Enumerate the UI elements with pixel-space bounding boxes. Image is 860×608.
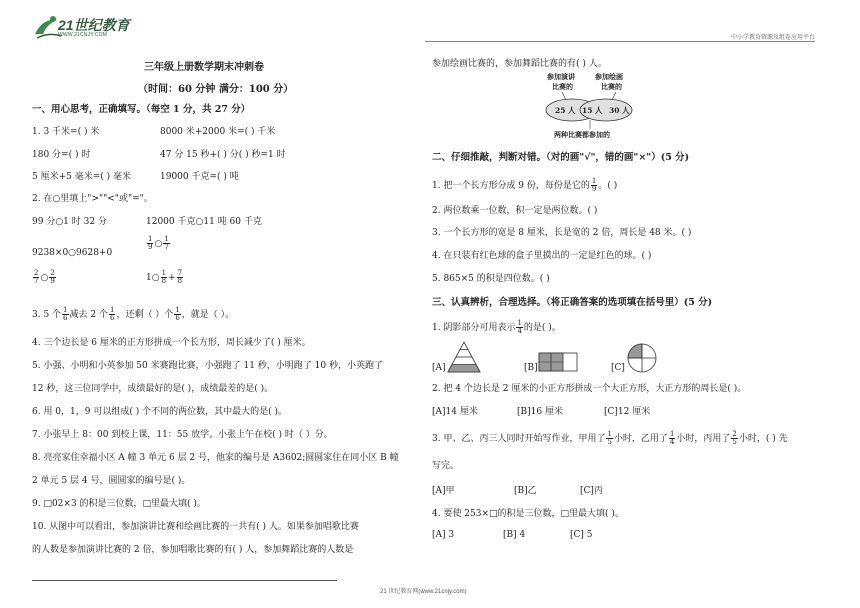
q2-instruction: 2. 在○里填上">""<"或"="。 — [32, 194, 153, 204]
q9-text: 9. □02×3 的积是三位数，□里最大填( )。 — [32, 499, 206, 509]
venn-label-left-1: 参加演讲 — [547, 72, 575, 81]
q8-text-line1: 8. 亮亮家住幸福小区 A 幢 3 单元 6 层 2 号，他家的编号是 A3602;圆圆家住在同小区 B 幢 — [32, 453, 399, 463]
venn-diagram — [540, 70, 640, 142]
q8-text-line2: 2 单元 5 层 4 号，圆圆家的编号是( )。 — [32, 476, 191, 486]
footer-text: 21 世纪教育网(www.21cnjy.com) — [380, 589, 467, 595]
q2-item-a: 99 分○1 时 32 分 — [32, 217, 107, 227]
q1-part-d: 47 分 15 秒+( ) 分( ) 秒=1 时 — [160, 150, 286, 160]
choice-q2-option-c: [C]12 厘米 — [604, 407, 651, 417]
choice-q1-option-a-label: [A] — [432, 363, 446, 373]
q2-item-b: 12000 千克○11 吨 60 千克 — [146, 217, 262, 227]
judge-q2: 2. 两位数乘一位数，积一定是两位数。( ) — [432, 206, 598, 216]
choice-q3-option-c: [C]丙 — [580, 486, 603, 496]
q10-text-line1: 10. 从图中可以看出，参加演讲比赛和绘画比赛的一共有( ) 人。如果参加唱歌比赛 — [32, 522, 359, 532]
choice-q3-continued: 写完。 — [432, 461, 460, 471]
q2-item-c: 9238×0○9628+0 — [32, 248, 113, 258]
exam-title: 三年级上册数学期末冲刺卷 — [144, 62, 264, 73]
q1-part-c: 180 分=( ) 时 — [32, 150, 91, 160]
section-2-heading: 二、仔细推敲，判断对错。（对的画"√"，错的画"×"）(5 分) — [432, 152, 690, 163]
q7-text: 7. 小张早上 8：00 到校上课，11：55 放学。小张上午在校( ) 时（ ）分。 — [32, 430, 333, 440]
choice-q1: 1. 阴影部分可用表示 $\frac{1}{4}$ 的是( )。 — [432, 319, 561, 335]
logo-url: WWW.21CNJY.COM — [58, 32, 108, 38]
choice-q2-option-b: [B]16 厘米 — [517, 407, 563, 417]
judge-q5: 5. 865×5 的积是四位数。( ) — [432, 274, 550, 284]
header-divider — [425, 41, 815, 42]
q6-text: 6. 用 0，1，9 可以组成( ) 个不同的两位数，其中最大的是( )。 — [32, 407, 287, 417]
choice-q2: 2. 把 4 个边长是 2 厘米的小正方形拼成一个大正方形，大正方形的周长是( )。 — [432, 384, 747, 394]
choice-q4-option-b: [B] 4 — [503, 530, 526, 540]
footer-divider — [32, 580, 337, 581]
venn-bottom-label: 两种比赛都参加的 — [554, 130, 610, 139]
circle-shaded-icon — [626, 342, 658, 374]
triangle-shaded-icon — [446, 340, 482, 374]
q1-part-f: 19000 千克=( ) 吨 — [160, 172, 239, 182]
rectangle-shaded-icon — [538, 352, 578, 372]
choice-q3-option-b: [B]乙 — [514, 486, 537, 496]
venn-label-left-2: 比赛的 — [552, 82, 573, 91]
logo-text: 21世纪教育 — [58, 17, 130, 33]
q2-item-d: $\frac{1}{9}$ ○ $\frac{1}{7}$ — [148, 235, 169, 251]
exam-subtitle: （时间：60 分钟 满分：100 分） — [138, 84, 294, 95]
venn-middle-value: 15 人 — [582, 106, 603, 115]
judge-q4: 4. 在只装有红色球的盒子里摸出的一定是红色的球。( ) — [432, 251, 652, 261]
section-3-heading: 三、认真辨析，合理选择。（将正确答案的选项填在括号里）(5 分) — [432, 297, 713, 308]
q2-item-e: $\frac{2}{7}$ ○ $\frac{2}{9}$ — [34, 269, 55, 285]
section-1-heading: 一、用心思考，正确填写。（每空 1 分，共 27 分） — [32, 104, 251, 115]
q2-item-f: 1○ $\frac{1}{8}$ + $\frac{7}{8}$ — [146, 269, 183, 285]
judge-q3: 3. 一个长方形的宽是 8 厘米，长是宽的 2 倍，周长是 48 米。( ) — [432, 228, 692, 238]
choice-q1-option-b-label: [B] — [524, 363, 538, 373]
choice-q3-option-a: [A]甲 — [432, 486, 455, 496]
q1-part-a: 1. 3 千米=( ) 米 — [32, 127, 100, 137]
choice-q4-option-c: [C] 5 — [570, 530, 593, 540]
platform-name: 中小学教育资源及组卷应用平台 — [730, 35, 815, 41]
choice-q4-option-a: [A] 3 — [432, 530, 455, 540]
choice-q1-option-c-label: [C] — [611, 363, 625, 373]
judge-q1: 1. 把一个长方形分成 9 份，每份是它的 $\frac{1}{9}$ 。( ) — [432, 177, 618, 193]
venn-label-right-2: 比赛的 — [601, 82, 622, 91]
q1-part-e: 5 厘米+5 毫米=( ) 毫米 — [32, 172, 132, 182]
choice-q2-option-a: [A]14 厘米 — [432, 407, 478, 417]
q3-text: 3. 5 个 $\frac{1}{6}$ 减去 2 个 $\frac{1}{6}$ ，还剩（ ）个 $\frac{1}{6}$ ，就是（ ）。 — [32, 306, 235, 322]
q5-text-line2: 12 秒，这三位同学中，成绩最好的是( )，成绩最差的是( )。 — [32, 384, 274, 394]
q1-part-b: 8000 米+2000 米=( ) 千米 — [160, 127, 276, 137]
q10-text-line3: 参加绘画比赛的，参加舞蹈比赛的有( ) 人。 — [432, 59, 607, 69]
venn-right-value: 30 人 — [609, 106, 630, 115]
venn-label-right-1: 参加绘画 — [595, 72, 623, 81]
q4-text: 4. 三个边长是 6 厘米的正方形拼成一个长方形，周长减少了( ) 厘米。 — [32, 338, 311, 348]
q10-text-line2: 的人数是参加演讲比赛的 2 倍，参加唱歌比赛的有( ) 人，参加舞蹈比赛的人数是 — [32, 545, 354, 555]
q5-text-line1: 5. 小强、小明和小英参加 50 米赛跑比赛，小强跑了 11 秒，小明跑了 10 秒，小英跑了 — [32, 361, 383, 371]
choice-q3: 3. 甲、乙、丙三人同时开始写作业，甲用了 $\frac{1}{5}$ 小时，乙用了 $\frac{1}{4}$ 小时，丙用了 $\frac{2}{5}$ 小时，( ) 先 — [432, 430, 788, 446]
venn-left-value: 25 人 — [555, 106, 576, 115]
choice-q4: 4. 要使 253×□的积是三位数，□里最大填( )。 — [432, 509, 624, 519]
